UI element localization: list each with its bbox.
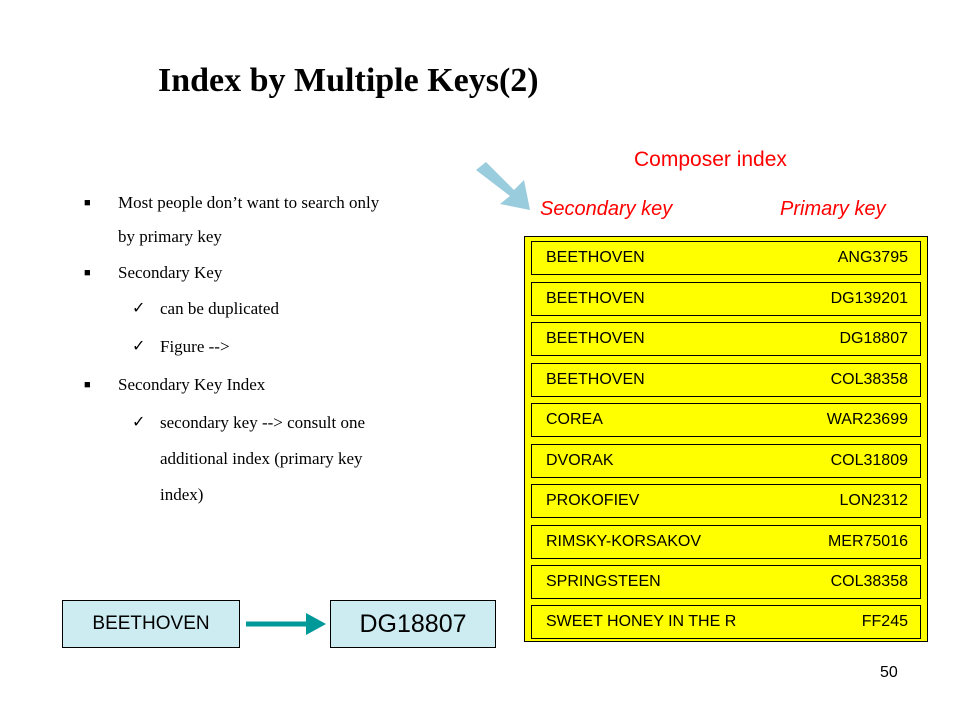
index-row — [531, 241, 921, 275]
index-row — [531, 525, 921, 559]
checkmark-icon: ✓ — [132, 414, 146, 431]
primary-key-cell: DG139201 — [830, 290, 908, 307]
secondary-key-header: Secondary key — [540, 198, 673, 220]
primary-key-cell: MER75016 — [827, 533, 908, 550]
secondary-key-cell: PROKOFIEV — [546, 492, 640, 509]
primary-key-cell: COL31809 — [830, 452, 908, 469]
index-row — [531, 322, 921, 356]
primary-key-cell: FF245 — [861, 613, 908, 630]
primary-key-cell: COL38358 — [830, 371, 908, 388]
pointer-arrow-icon — [472, 160, 542, 216]
secondary-key-cell: BEETHOVEN — [546, 371, 645, 388]
bullet-text: by primary key — [118, 227, 222, 246]
primary-key-header: Primary key — [780, 198, 886, 220]
bullet-text: Most people don’t want to search only — [118, 193, 380, 212]
checkmark-icon: ✓ — [132, 338, 146, 355]
primary-key-cell: WAR23699 — [826, 411, 908, 428]
secondary-key-cell: BEETHOVEN — [546, 330, 645, 347]
primary-key-cell: DG18807 — [839, 330, 908, 347]
secondary-key-example-box: BEETHOVEN — [62, 600, 240, 648]
bullet-text: additional index (primary key — [160, 449, 363, 468]
square-bullet-icon: ■ — [84, 267, 91, 279]
index-row — [531, 484, 921, 518]
right-arrow-icon — [244, 610, 328, 638]
bullet-text: Figure --> — [160, 337, 230, 356]
checkmark-icon: ✓ — [132, 300, 146, 317]
bullet-text: can be duplicated — [160, 299, 279, 318]
bullet-text: Secondary Key — [118, 263, 223, 282]
index-row — [531, 363, 921, 397]
slide-title: Index by Multiple Keys(2) — [158, 62, 539, 99]
secondary-key-cell: BEETHOVEN — [546, 290, 645, 307]
index-row — [531, 444, 921, 478]
composer-index-table — [524, 236, 928, 642]
bullet-text: Secondary Key Index — [118, 375, 266, 394]
secondary-key-cell: SWEET HONEY IN THE R — [546, 613, 737, 630]
square-bullet-icon: ■ — [84, 379, 91, 391]
secondary-key-cell: BEETHOVEN — [546, 249, 645, 266]
index-title: Composer index — [634, 148, 787, 171]
secondary-key-cell: SPRINGSTEEN — [546, 573, 661, 590]
primary-key-example-box: DG18807 — [330, 600, 496, 648]
index-row — [531, 282, 921, 316]
index-row — [531, 565, 921, 599]
index-row — [531, 403, 921, 437]
primary-key-cell: COL38358 — [830, 573, 908, 590]
primary-key-cell: ANG3795 — [837, 249, 908, 266]
secondary-key-cell: RIMSKY-KORSAKOV — [546, 533, 702, 550]
page-number: 50 — [880, 664, 898, 681]
bullet-text: secondary key --> consult one — [160, 413, 366, 432]
square-bullet-icon: ■ — [84, 197, 91, 209]
bullet-text: index) — [160, 485, 204, 504]
secondary-key-cell: COREA — [546, 411, 603, 428]
secondary-key-cell: DVORAK — [546, 452, 614, 469]
index-row — [531, 605, 921, 639]
primary-key-cell: LON2312 — [839, 492, 908, 509]
